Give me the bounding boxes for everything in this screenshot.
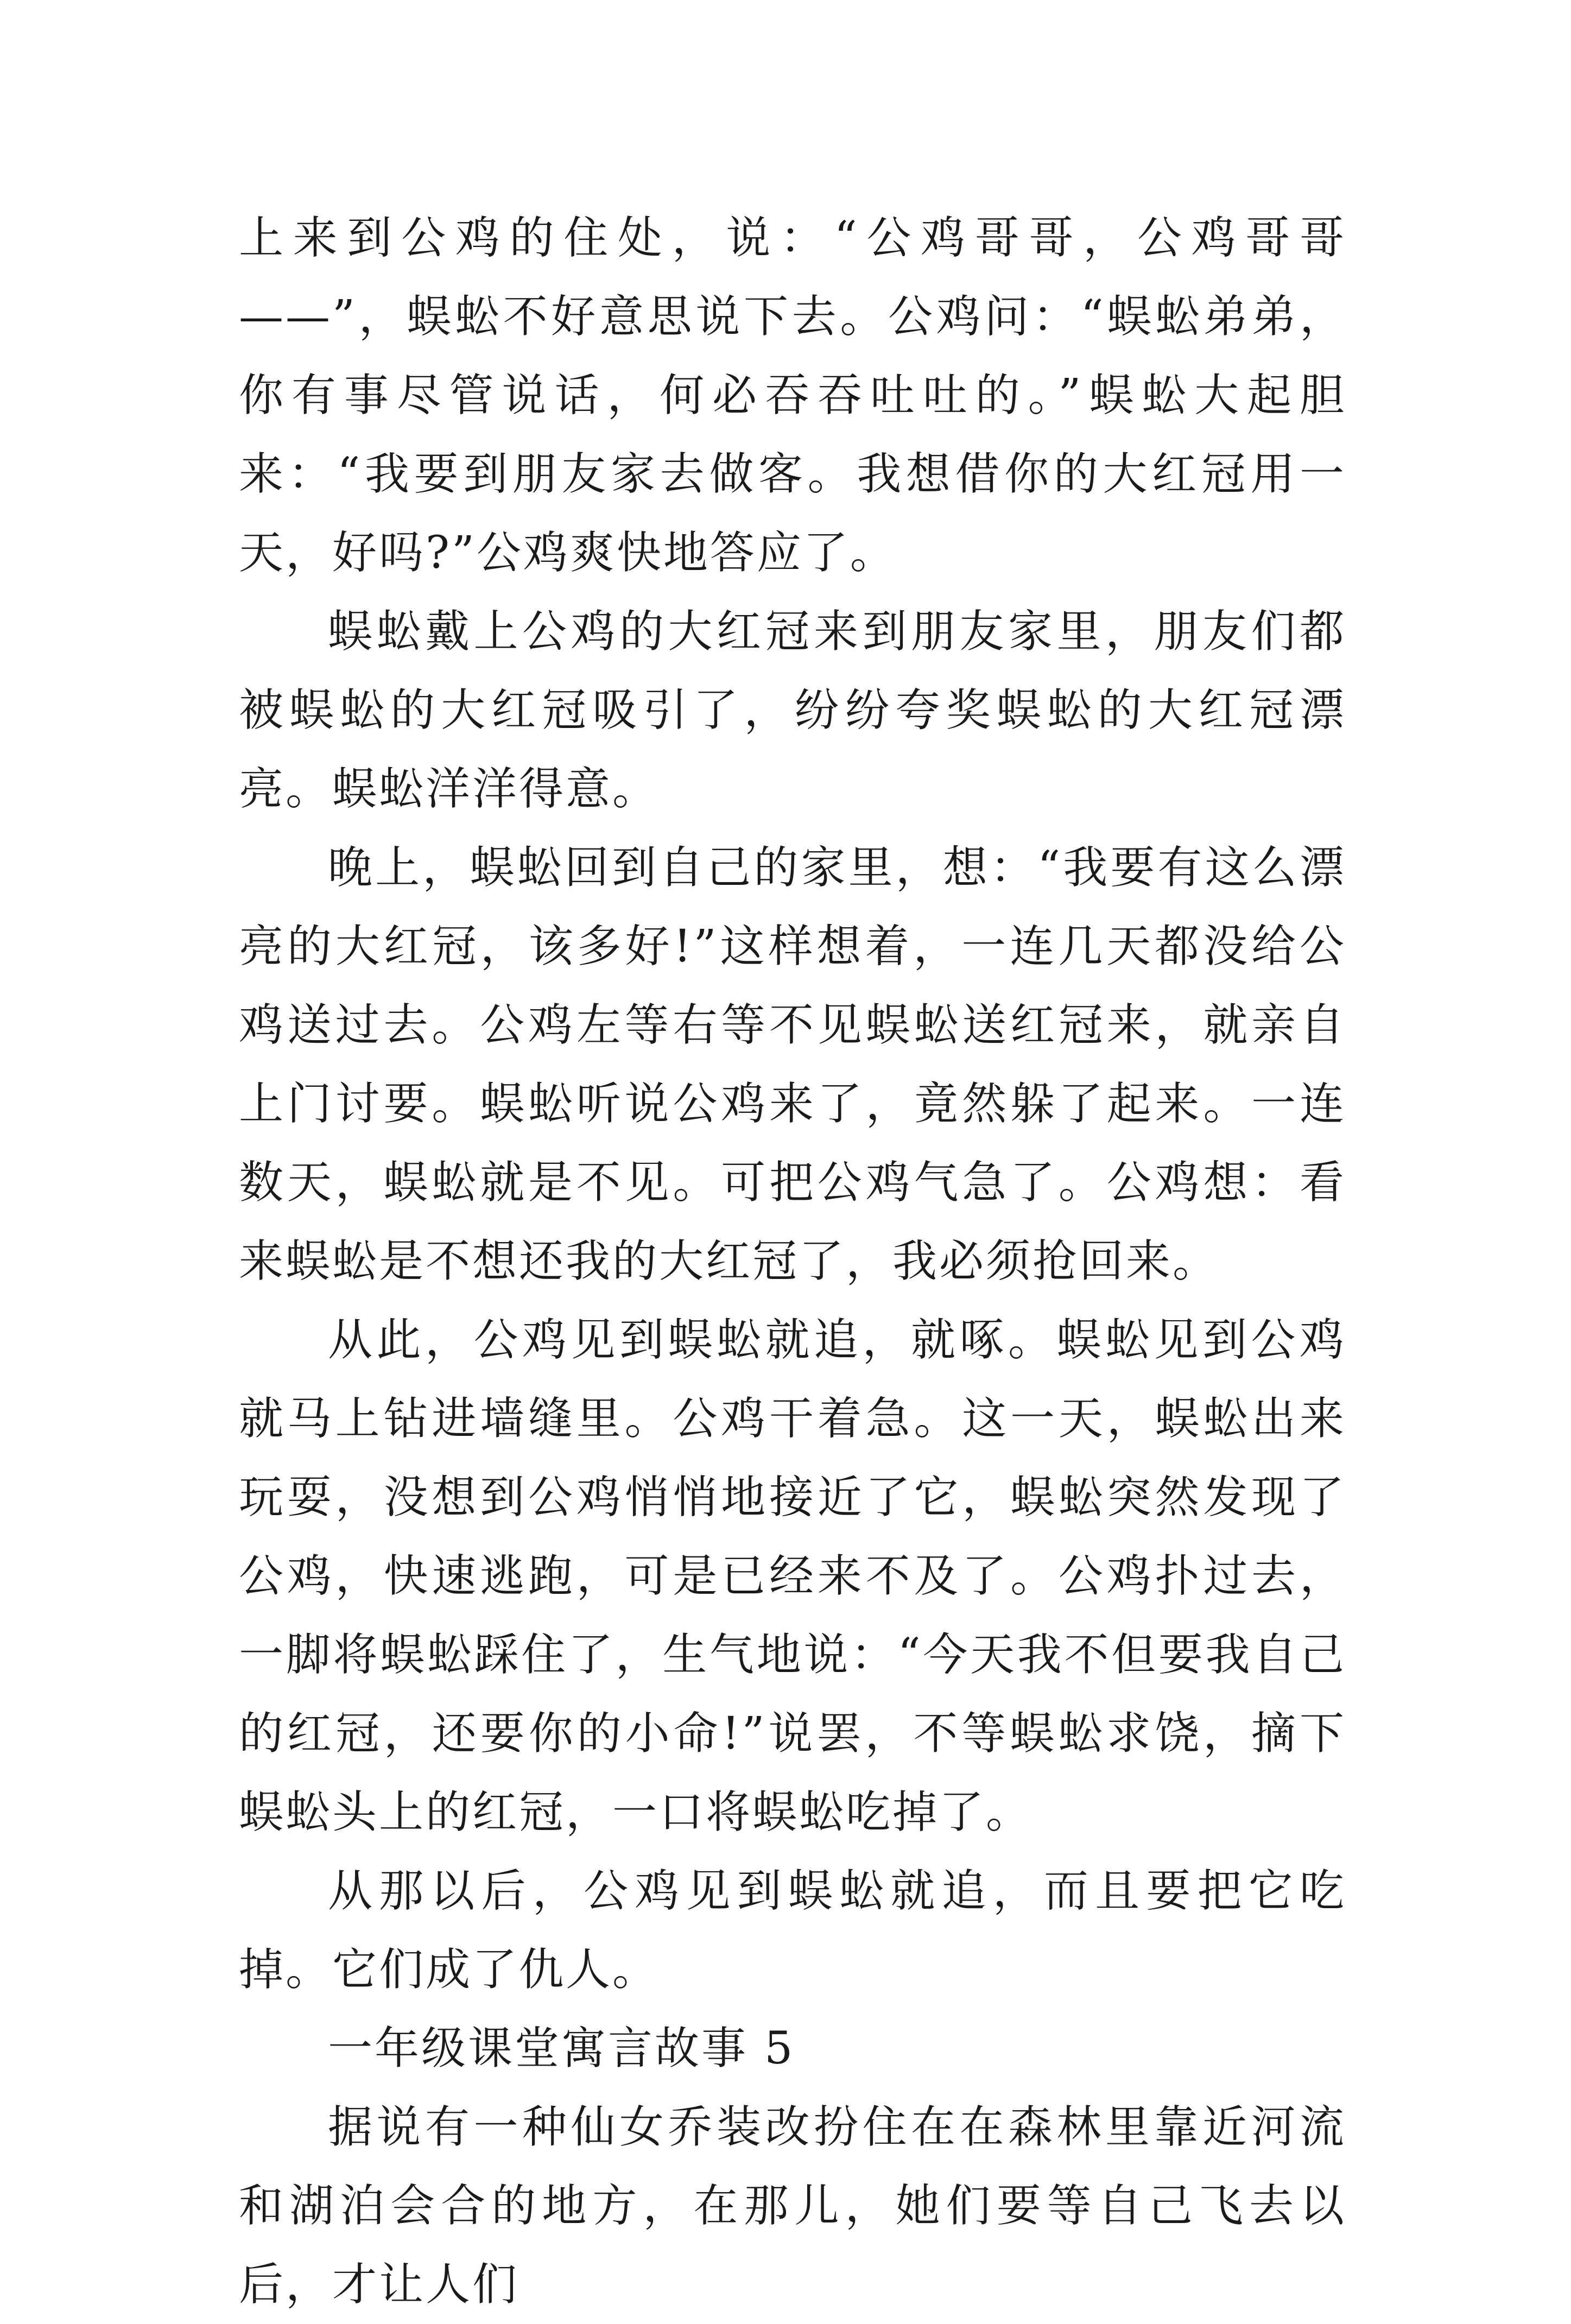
paragraph-borrow-crown: 上来到公鸡的住处，说：“公鸡哥哥，公鸡哥哥——”，蜈蚣不好意思说下去。公鸡问：“蜈蚣弟弟，你有事尽管说话，何必吞吞吐吐的。”蜈蚣大起胆来：“我要到朋友家去做客。我想借你的大红冠用一天，好吗?”公鸡爽快地答应了。: [239, 212, 1346, 579]
paragraph-centipede-keeps-crown: 晚上，蜈蚣回到自己的家里，想：“我要有这么漂亮的大红冠，该多好!”这样想着，一连几天都没给公鸡送过去。公鸡左等右等不见蜈蚣送红冠来，就亲自上门讨要。蜈蚣听说公鸡来了，竟然躲了起来。一连数天，蜈蚣就是不见。可把公鸡气急了。公鸡想：看来蜈蚣是不想还我的大红冠了，我必须抢回来。: [239, 842, 1346, 1287]
body-text: [239, 199, 1346, 2324]
section-heading: 一年级课堂寓言故事 5: [328, 2023, 795, 2074]
paragraph-rooster-chases: 从此，公鸡见到蜈蚣就追，就啄。蜈蚣见到公鸡就马上钻进墙缝里。公鸡干着急。这一天，蜈蚣出来玩耍，没想到公鸡悄悄地接近了它，蜈蚣突然发现了公鸡，快速逃跑，可是已经来不及了。公鸡扑过去，一脚将蜈蚣踩住了，生气地说：“今天我不但要我自己的红冠，还要你的小命!”说罢，不等蜈蚣求饶，摘下蜈蚣头上的红冠，一口将蜈蚣吃掉了。: [239, 1314, 1346, 1838]
paragraph-became-enemies: 从那以后，公鸡见到蜈蚣就追，而且要把它吃掉。它们成了仇人。: [239, 1865, 1346, 1996]
paragraph-centipede-wears-crown: 蜈蚣戴上公鸡的大红冠来到朋友家里，朋友们都被蜈蚣的大红冠吸引了，纷纷夸奖蜈蚣的大红冠漂亮。蜈蚣洋洋得意。: [239, 606, 1346, 815]
paragraph-fairy-story: 据说有一种仙女乔装改扮住在在森林里靠近河流和湖泊会合的地方，在那儿，她们要等自己飞去以后，才让人们: [239, 2101, 1346, 2310]
